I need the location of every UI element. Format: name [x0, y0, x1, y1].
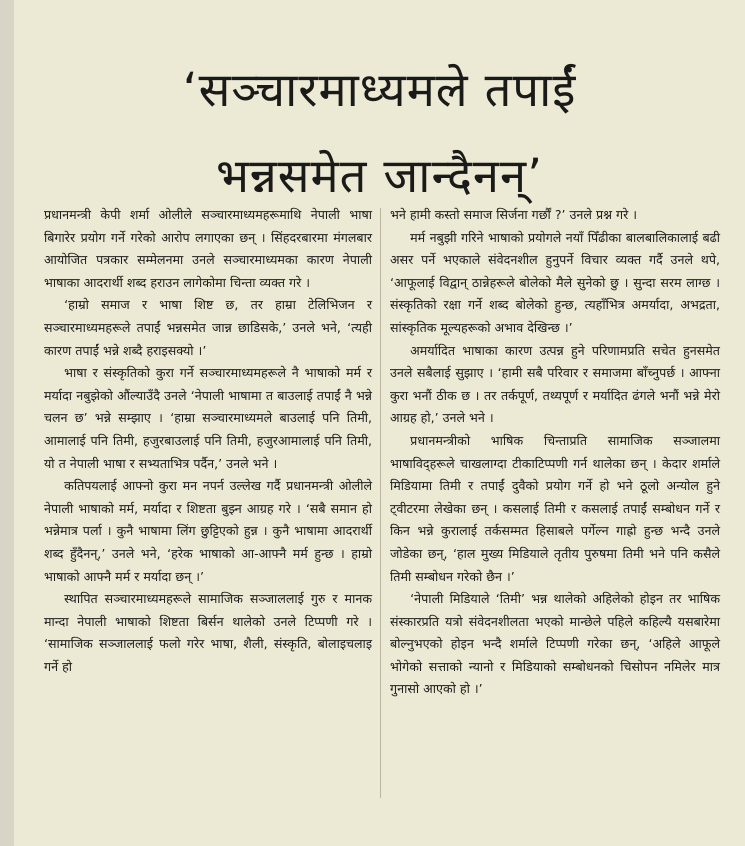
paragraph: ‘हाम्रो समाज र भाषा शिष्ट छ, तर हाम्रा टेलिभिजन र सञ्चारमाध्यमहरूले तपाईं भन्नसमेत जान्न छाडिसके,’ उनले भने, ‘त्यही कारण तपाईं भन्ने शब्दै हराइसक्यो ।’ — [44, 297, 372, 358]
headline-line-2: भन्नसमेत जान्दैनन्’ — [215, 149, 544, 204]
article-column-left — [44, 204, 372, 678]
paragraph: अमर्यादित भाषाका कारण उत्पन्न हुने परिणामप्रति सचेत हुनसमेत उनले सबैलाई सुझाए । ‘हामी सबै परिवार र समाजमा बाँच्नुपर्छ । आफ्ना कुरा भनौं ठीक छ । तर तर्कपूर्ण, तथ्यपूर्ण र मर्यादित ढंगले भनौं भन्ने मेरो आग्रह हो,’ उनले भने । — [390, 342, 720, 426]
headline-line-1: ‘सञ्चारमाध्यमले तपाईं — [182, 63, 577, 118]
paragraph: भाषा र संस्कृतिको कुरा गर्ने सञ्चारमाध्यमहरूले नै भाषाको मर्म र मर्यादा नबुझेको औंल्याउँदै उनले ‘नेपाली भाषामा त बाउलाई तपाईं नै भन्ने चलन छ’ भन्ने सम्झाए । ‘हाम्रा सञ्चारमाध्यमले बाउलाई पनि तिमी, आमालाई पनि तिमी, हजुरबाउलाई पनि तिमी, हजुरआमालाई पनि तिमी, यो त नेपाली भाषा र सभ्यताभित्र पर्दैन,’ उनले भने । — [44, 365, 372, 471]
paragraph: कतिपयलाई आफ्नो कुरा मन नपर्न उल्लेख गर्दै प्रधानमन्त्री ओलीले नेपाली भाषाको मर्म, मर्यादा र शिष्टता बुझ्न आग्रह गरे । ‘सबै समान हो भन्नेमात्र पर्ला । कुनै भाषामा लिंग छुट्टिएको हुन्न । कुनै भाषामा आदरार्थी शब्द हुँदैनन्,’ उनले भने, ‘हरेक भाषाको आ-आफ्नै मर्म हुन्छ । हाम्रो भाषाको आफ्नै मर्म र मर्यादा छन् ।’ — [44, 478, 372, 584]
paragraph: भने हामी कस्तो समाज सिर्जना गर्छौं ?’ उनले प्रश्न गरे । — [390, 207, 638, 222]
headline — [14, 48, 745, 220]
newspaper-clipping — [14, 0, 745, 846]
paragraph: ‘नेपाली मिडियाले ‘तिमी’ भन्न थालेको अहिलेको होइन तर भाषिक संस्कारप्रति यत्रो संवेदनशीलता भएको मान्छेले पहिले कहिल्यै यसबारेमा बोल्नुभएको होइन भन्दै शर्माले टिप्पणी गरेका छन्, ‘अहिले आफूले भोगेको सत्ताको न्यानो र मिडियाको सम्बोधनको चिसोपन नमिलेर मात्र गुनासो आएको हो ।’ — [390, 591, 720, 697]
paragraph: प्रधानमन्त्रीको भाषिक चिन्ताप्रति सामाजिक सञ्जालमा भाषाविद्हरूले चाखलाग्दा टीकाटिप्पणी गर्न थालेका छन् । केदार शर्माले मिडियामा तिमी र तपाईं दुवैको प्रयोग गर्ने हो भने ठूलो अन्योल हुने ट्वीटरमा लेखेका छन् । कसलाई तिमी र कसलाई तपाईं सम्बोधन गर्ने र किन भन्ने कुरालाई तर्कसम्मत हिसाबले पर्गेल्न गाह्रो हुन्छ भन्दै उनले जोडेका छन्, ‘हाल मुख्य मिडियाले तृतीय पुरुषमा तिमी भने पनि कसैले तिमी सम्बोधन गरेको छैन ।’ — [390, 432, 720, 584]
paragraph: मर्म नबुझी गरिने भाषाको प्रयोगले नयाँ पिँढीका बालबालिकालाई बढी असर पर्ने भएकाले संवेदनशील हुनुपर्ने विचार व्यक्त गर्दै उनले थपे, ‘आफूलाई विद्वान् ठान्नेहरूले बोलेको मैले सुनेको छु । सुन्दा सरम लाग्छ । संस्कृतिको रक्षा गर्ने शब्द बोलेको हुन्छ, त्यहाँभित्र अमर्यादा, अभद्रता, सांस्कृतिक मूल्यहरूको अभाव देखिन्छ ।’ — [390, 229, 720, 335]
article-column-right — [390, 204, 720, 701]
paragraph: स्थापित सञ्चारमाध्यमहरूले सामाजिक सञ्जाललाई गुरु र मानक मान्दा नेपाली भाषाको शिष्टता बिर्सन थालेको उनले टिप्पणी गरे । ‘सामाजिक सञ्जाललाई फलो गरेर भाषा, शैली, संस्कृति, बोलाइचलाइ गर्ने हो — [44, 591, 372, 674]
paragraph: प्रधानमन्त्री केपी शर्मा ओलीले सञ्चारमाध्यमहरूमाथि नेपाली भाषा बिगारेर प्रयोग गर्ने गरेको आरोप लगाएका छन् । सिंहदरबारमा मंगलबार आयोजित पत्रकार सम्मेलनमा उनले सञ्चारमाध्यमका कारण नेपाली भाषाका आदरार्थी शब्द हराउन लागेकोमा चिन्ता व्यक्त गरे । — [44, 207, 372, 290]
column-divider — [380, 208, 381, 798]
